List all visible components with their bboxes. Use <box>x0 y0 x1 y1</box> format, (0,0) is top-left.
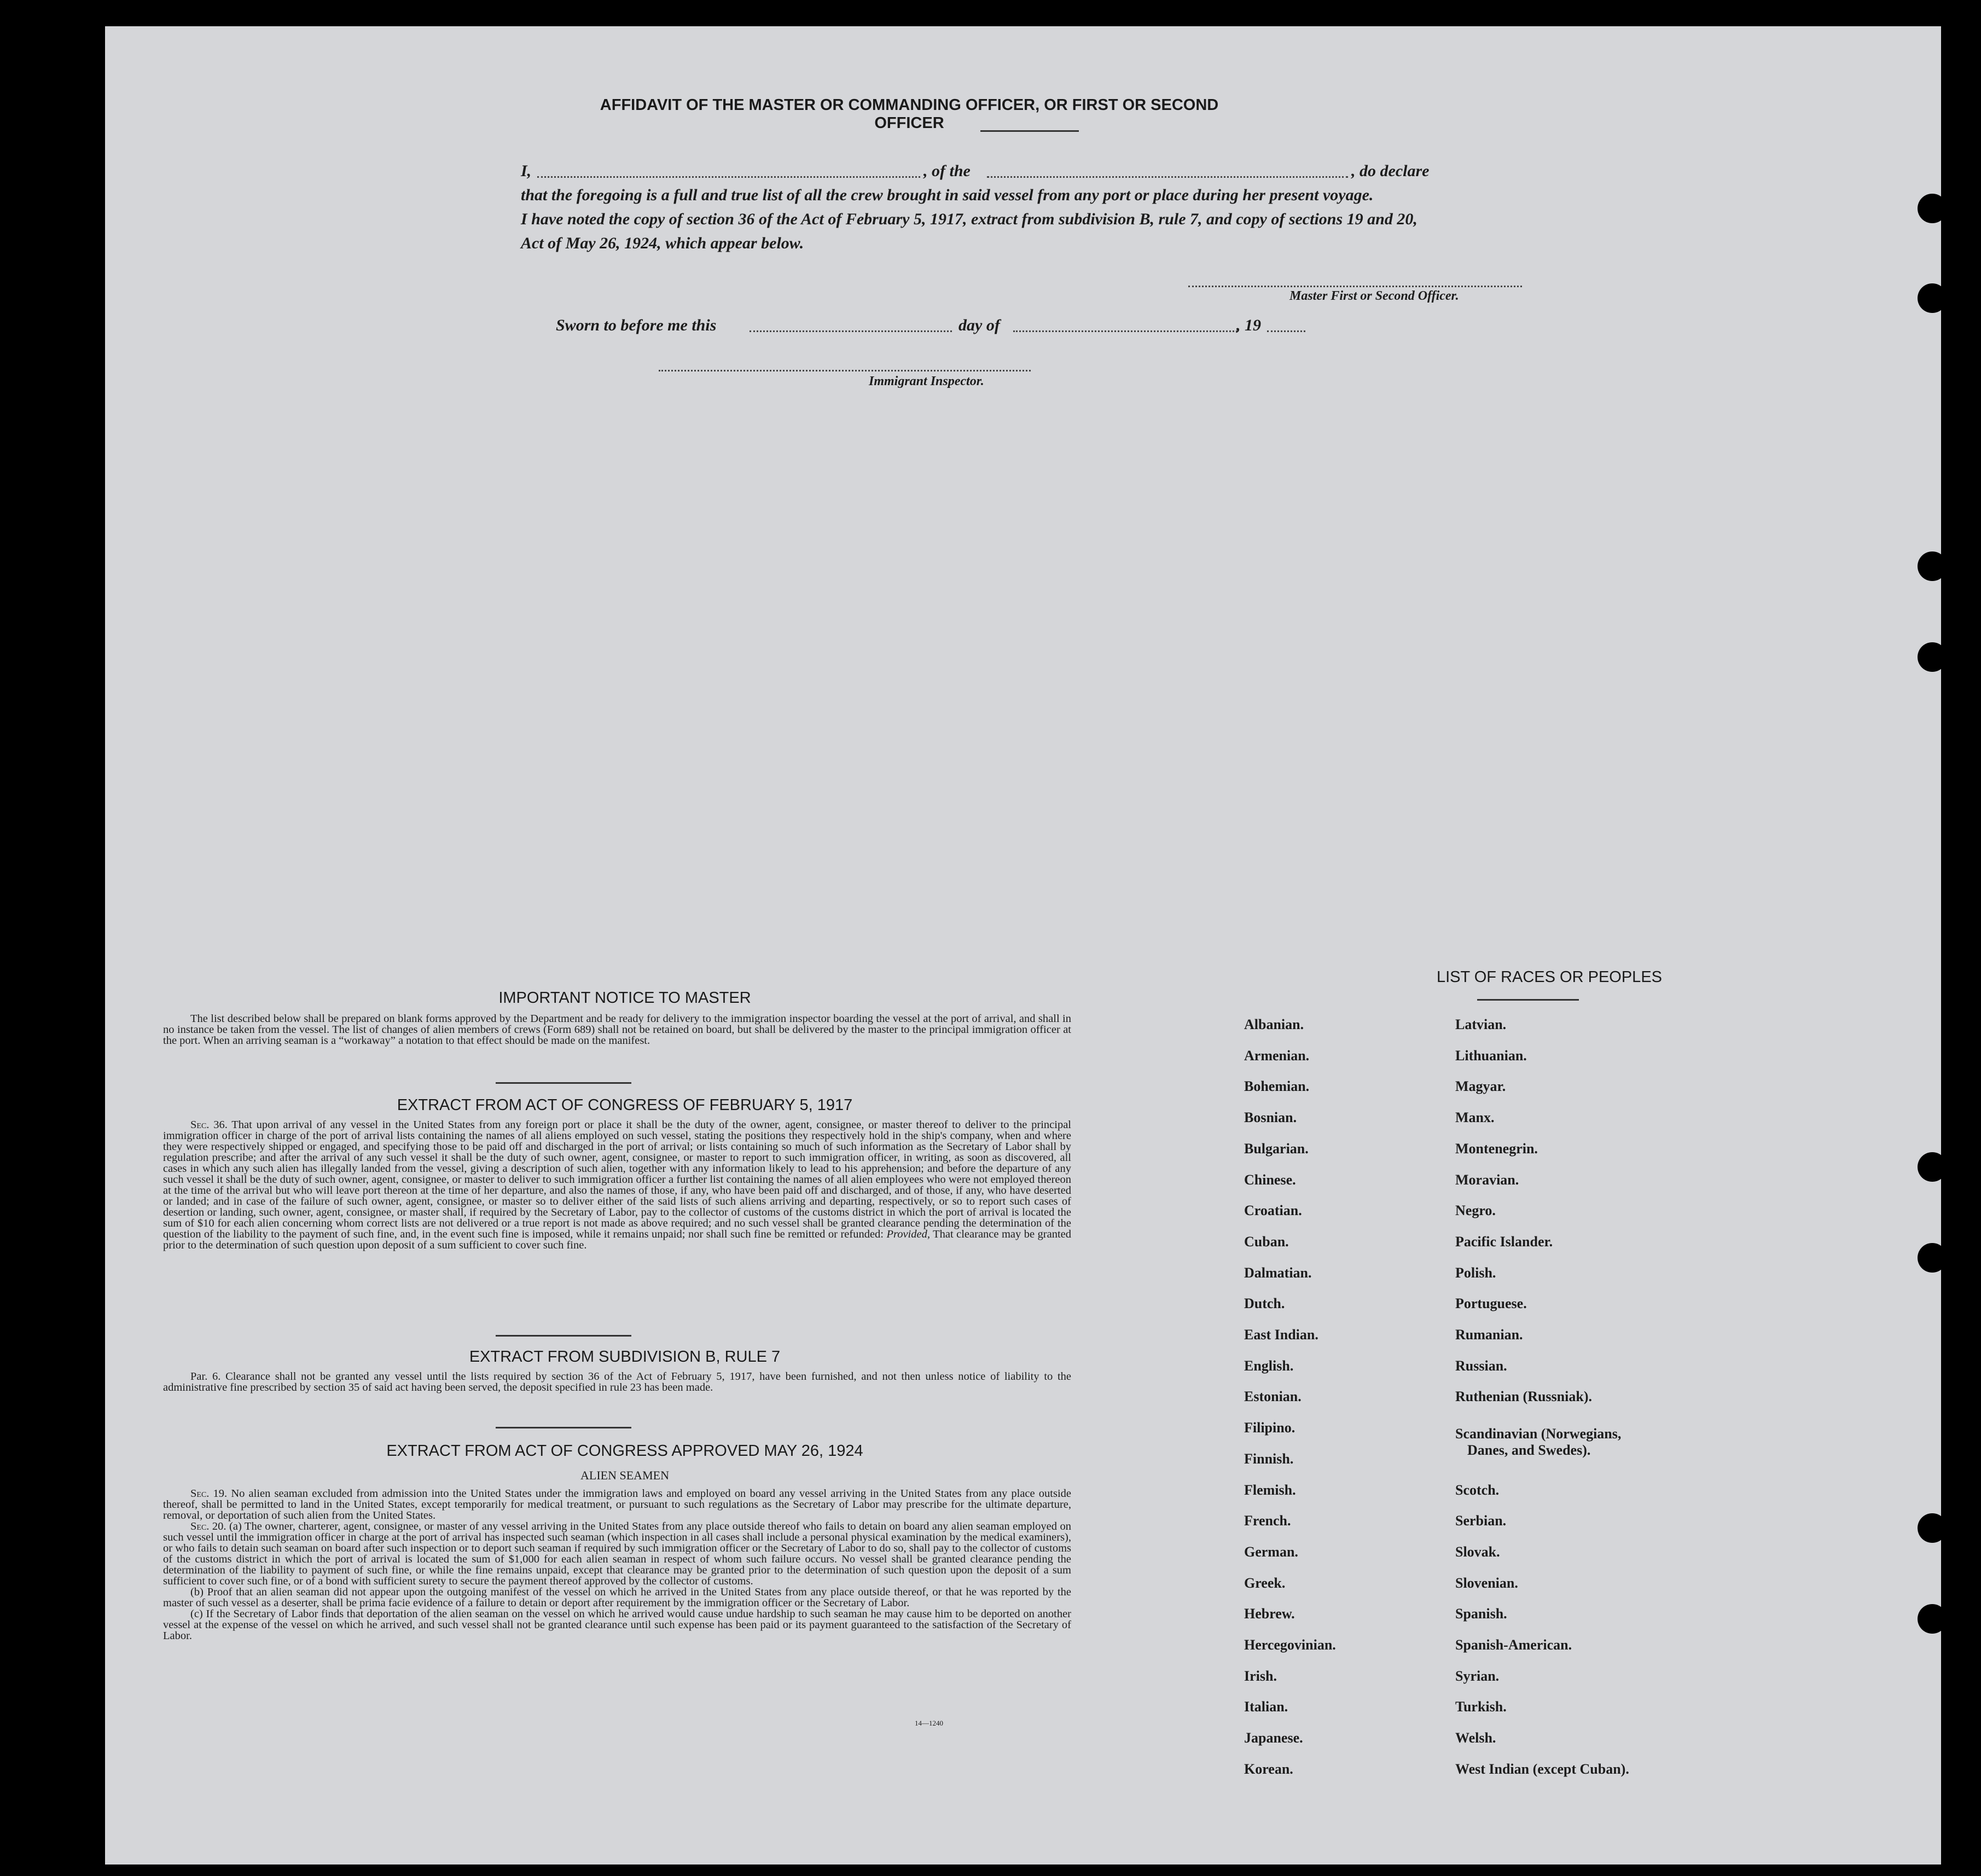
section-body: (a) The owner, charterer, agent, consignee, or master of any vessel arriving in the United States from any place outside thereof who fails to detain on board any alien seaman employed on such vessel until the immigration officer in charge at the port of arrival has inspected such seaman (which inspection in all cases shall include a personal physical examination by the medical examiners), or who fails to detain such seaman on board after such inspection or to deport such seaman if required by such immigration officer or the Secretary of Labor to do so, shall pay to the collector of customs of the customs district in which the port of arrival is located the sum of $1,000 for each alien seaman in respect of whom such failure occurs. No vessel shall be granted clearance pending the determination of the liability to payment of such fine, or while the fine remains unpaid, except that clearance may be granted prior to the determination of such question upon the deposit of a sum sufficient to cover such fine, or of a bond with sufficient surety to secure the payment thereof approved by the collector of customs. <box>163 1520 1072 1587</box>
race-item: Irish. <box>1244 1668 1277 1684</box>
race-item: English. <box>1244 1357 1294 1374</box>
divider <box>980 130 1079 132</box>
binder-hole <box>1918 1513 1941 1543</box>
race-item: Flemish. <box>1244 1482 1296 1498</box>
race-item: Manx. <box>1455 1110 1495 1126</box>
race-item: Slovak. <box>1455 1543 1500 1560</box>
sworn-label: Sworn to before me this <box>556 316 717 334</box>
form-number: 14—1240 <box>915 1719 943 1727</box>
race-item: Bosnian. <box>1244 1110 1297 1126</box>
affidavit-declare-label: , do declare <box>1351 162 1430 180</box>
race-item: Hercegovinian. <box>1244 1637 1336 1653</box>
race-item: Ruthenian (Russniak). <box>1455 1389 1592 1405</box>
binder-hole <box>1918 1243 1941 1273</box>
race-item: Lithuanian. <box>1455 1047 1527 1064</box>
extract-1924-text <box>163 1488 1071 1641</box>
notice-text: The list described below shall be prepared on blank forms approved by the Department and be ready for delivery to the immigration inspector boarding the vessel at the port of arrival, and shall in no instance be taken from the vessel. The list of changes of alien members of crews (Form 689) shall not be retained on board, but shall be delivered by the master to the principal immigration officer at the port. When an arriving seaman is a “workaway” a notation to that effect should be made on the manifest. <box>163 1013 1071 1047</box>
race-item: Japanese. <box>1244 1730 1303 1746</box>
binder-hole <box>1918 1152 1941 1182</box>
race-item: Spanish-American. <box>1455 1637 1572 1653</box>
race-item: Syrian. <box>1455 1668 1500 1684</box>
binder-hole <box>1918 194 1941 223</box>
race-item: Greek. <box>1244 1575 1286 1591</box>
race-item: Turkish. <box>1455 1699 1507 1715</box>
affidavit-declarant-label: I, <box>521 162 532 180</box>
rule7-title: EXTRACT FROM SUBDIVISION B, RULE 7 <box>469 1348 781 1366</box>
section-label: Sec. 19. <box>190 1488 228 1500</box>
divider <box>496 1335 631 1337</box>
race-item: Slovenian. <box>1455 1575 1518 1591</box>
race-item: Welsh. <box>1455 1730 1496 1746</box>
divider <box>496 1427 631 1428</box>
section-body: No alien seaman excluded from admission into the United States under the immigration laws and employed on board any vessel arriving in the United States from any place outside thereof, shall be permitted to land in the United States, except temporarily for medical treatment, or pursuant to such regulations as the Secretary of Labor may prescribe for the ultimate departure, removal, or deportation of such alien from the United States. <box>163 1488 1071 1521</box>
sworn-year-field[interactable] <box>1267 330 1305 332</box>
proviso-word: Provided, <box>886 1228 930 1240</box>
document-page <box>105 26 1941 1865</box>
race-item: Albanian. <box>1244 1017 1304 1032</box>
divider <box>496 1082 631 1084</box>
race-item: Dutch. <box>1244 1296 1285 1312</box>
race-item: Pacific Islander. <box>1455 1233 1553 1250</box>
race-item: Russian. <box>1455 1357 1507 1374</box>
extract-1917-text <box>163 1119 1071 1251</box>
inspector-signature-field[interactable] <box>659 370 1031 371</box>
rule7-text: Par. 6. Clearance shall not be granted any vessel until the lists required by section 36 of the Act of February 5, 1917, have been furnished, and not then unless notice of liability to the administrative fine prescribed by section 35 of said act having been served, the deposit specified in rule 23 has been made. <box>163 1370 1071 1393</box>
race-item: Bulgarian. <box>1244 1140 1309 1157</box>
race-item: Scandinavian (Norwegians, <box>1455 1426 1622 1442</box>
race-item: Estonian. <box>1244 1389 1302 1405</box>
vessel-name-field[interactable] <box>987 176 1348 178</box>
binder-hole <box>1918 642 1941 672</box>
declarant-name-field[interactable] <box>537 176 920 178</box>
race-item: Serbian. <box>1455 1513 1507 1529</box>
races-title: LIST OF RACES OR PEOPLES <box>1436 968 1663 986</box>
race-item: Armenian. <box>1244 1047 1310 1064</box>
race-item: Magyar. <box>1455 1078 1506 1095</box>
binder-hole <box>1918 1604 1941 1634</box>
race-item: Polish. <box>1455 1264 1496 1281</box>
race-item: Korean. <box>1244 1761 1293 1777</box>
master-signature-field[interactable] <box>1188 286 1522 287</box>
extract-1924-title: EXTRACT FROM ACT OF CONGRESS APPROVED MAY 26, 1924 <box>386 1442 863 1460</box>
race-item: West Indian (except Cuban). <box>1455 1761 1629 1777</box>
section-body: (c) If the Secretary of Labor finds that deportation of the alien seaman on the vessel on which he arrived would cause undue hardship to such seaman he may cause him to be deported on another vessel at the expense of the vessel on which he arrived, and such vessel shall not be granted clearance until such expense has been paid or its payment guaranteed to the satisfaction of the Secretary of Labor. <box>163 1608 1071 1642</box>
section-body: (b) Proof that an alien seaman did not appear upon the outgoing manifest of the vessel on which he arrived in the United States from any place outside thereof, or that he was reported by the master of such vessel as a deserter, shall be prima facie evidence of a failure to detain or deport after requirement by the immigration officer or the Secretary of Labor. <box>163 1586 1071 1609</box>
race-item: German. <box>1244 1543 1298 1560</box>
sworn-day-field[interactable] <box>750 330 952 332</box>
race-item: Hebrew. <box>1244 1606 1295 1622</box>
binder-hole <box>1918 551 1941 581</box>
race-item: Bohemian. <box>1244 1078 1310 1095</box>
race-item: Finnish. <box>1244 1450 1294 1467</box>
divider <box>1477 999 1579 1001</box>
affidavit-text: that the foregoing is a full and true list of all the crew brought in said vessel from any port or place during her present voyage. <box>521 186 1374 204</box>
notice-title: IMPORTANT NOTICE TO MASTER <box>498 989 751 1007</box>
race-item: East Indian. <box>1244 1327 1318 1343</box>
race-item: Cuban. <box>1244 1233 1289 1250</box>
section-label: Sec. 36. <box>190 1119 228 1131</box>
race-item: Rumanian. <box>1455 1327 1523 1343</box>
sworn-year-label: , 19 <box>1236 316 1261 334</box>
race-item: Spanish. <box>1455 1606 1507 1622</box>
race-item: Danes, and Swedes). <box>1467 1442 1591 1459</box>
race-item: Dalmatian. <box>1244 1264 1312 1281</box>
race-item: Chinese. <box>1244 1171 1296 1188</box>
race-item: Italian. <box>1244 1699 1288 1715</box>
affidavit-title: AFFIDAVIT OF THE MASTER OR COMMANDING OFFICER, OR FIRST OR SECOND OFFICER <box>600 96 1219 132</box>
race-item: Moravian. <box>1455 1171 1519 1188</box>
section-body: That upon arrival of any vessel in the United States from any foreign port or place it shall be the duty of the owner, agent, consignee, or master thereof to deliver to the principal immigration officer in charge of the port of arrival lists containing the names of all aliens employed on such vessel, stating the positions they respectively hold in the ship's company, when and where they were respectively shipped or engaged, and specifying those to be paid off and discharged in the port of arrival; or lists containing so much of such information as the Secretary of Labor shall by regulation prescribe; and after the arrival of any such vessel it shall be the duty of such owner, agent, consignee, or master to report to such immigration officer, in writing, as soon as discovered, all cases in which any such alien has illegally landed from the vessel, giving a description of such alien, together with any information likely to lead to his apprehension; and before the departure of any such vessel it shall be the duty of such owner, agent, consignee, or master to deliver to such immigration officer a further list containing the names of all alien employees who were not employed thereon at the time of the arrival but who will leave port thereon at the time of her departure, and also the names of those, if any, who have been paid off and discharged, and of those, if any, who have deserted or landed; and in case of the failure of such owner, agent, consignee, or master so to deliver either of the said lists of such aliens arriving and departing, respectively, or so to report such cases of desertion or landing, such owner, agent, consignee, or master shall, if required by the Secretary of Labor, pay to the collector of customs of the customs district in which the port of arrival is located the sum of $10 for each alien concerning whom correct lists are not delivered or a true report is not made as above required; and no such vessel shall be granted clearance pending the determination of the question of the liability to the payment of such fine, and, in the event such fine is imposed, while it remains unpaid; nor shall such fine be remitted or refunded: <box>163 1119 1071 1240</box>
inspector-label: Immigrant Inspector. <box>869 374 984 388</box>
race-item: Montenegrin. <box>1455 1140 1538 1157</box>
affidavit-text: Act of May 26, 1924, which appear below. <box>521 234 804 252</box>
affidavit-text: I have noted the copy of section 36 of the Act of February 5, 1917, extract from subdivision B, rule 7, and copy of sections 19 and 20, <box>521 210 1418 228</box>
race-item: Croatian. <box>1244 1203 1302 1219</box>
master-signature-label: Master First or Second Officer. <box>1289 289 1459 303</box>
affidavit-vessel-label: , of the <box>923 162 971 180</box>
race-item: French. <box>1244 1513 1291 1529</box>
race-item: Scotch. <box>1455 1482 1500 1498</box>
extract-1924-subtitle: ALIEN SEAMEN <box>580 1468 669 1482</box>
sworn-month-label: day of <box>958 316 1000 334</box>
race-item: Filipino. <box>1244 1420 1296 1436</box>
section-label: Sec. 20. <box>190 1520 226 1532</box>
extract-1917-title: EXTRACT FROM ACT OF CONGRESS OF FEBRUARY 5, 1917 <box>397 1096 853 1114</box>
binder-hole <box>1918 283 1941 313</box>
section-body-end: That clearance may be granted prior to the determination of such question upon deposit of a sum sufficient to cover such fine. <box>163 1228 1072 1251</box>
race-item: Negro. <box>1455 1203 1496 1219</box>
race-item: Portuguese. <box>1455 1296 1527 1312</box>
race-item: Latvian. <box>1455 1017 1507 1032</box>
sworn-month-field[interactable] <box>1013 330 1238 332</box>
